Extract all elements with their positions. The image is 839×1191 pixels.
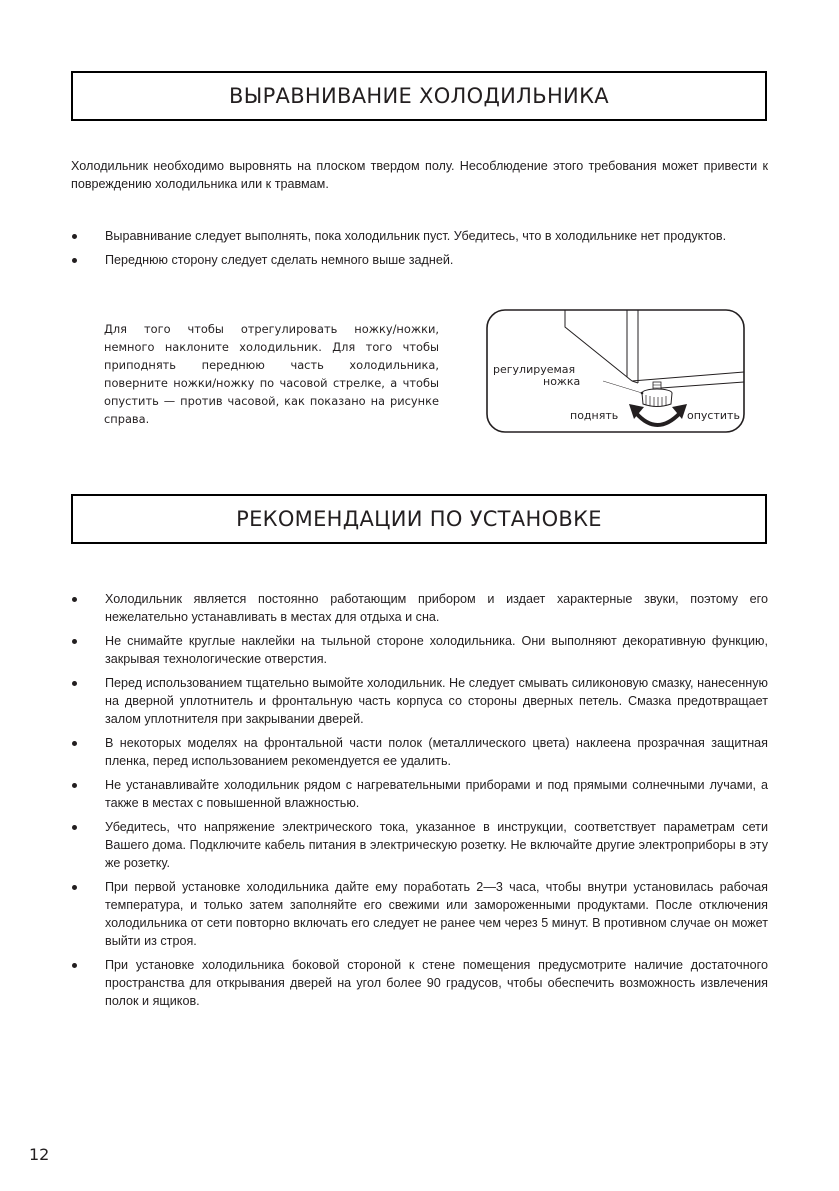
label-adjustable-foot: регулируемая (493, 363, 576, 376)
section-header-leveling (71, 71, 767, 121)
bullet-icon (72, 681, 77, 686)
list-item: При первой установке холодильника дайте ему поработать 2—3 часа, чтобы внутри установилась рабочая температура, и только затем заполняйте его свежими или замороженными продуктами. После отключения холодильника от сети повторно включать его следует не ранее чем через 5 минут. В противном случае он может выйти из строя. (71, 878, 768, 950)
bullet-icon (72, 885, 77, 890)
list-item: Выравнивание следует выполнять, пока холодильник пуст. Убедитесь, что в холодильнике нет продуктов. (71, 227, 768, 245)
bullet-icon (72, 639, 77, 644)
label-adjustable-foot-2: ножка (543, 375, 581, 388)
list-item: Холодильник является постоянно работающим прибором и издает характерные звуки, поэтому его нежелательно устанавливать в местах для отдыха и сна. (71, 590, 768, 626)
section-title-installation: РЕКОМЕНДАЦИИ ПО УСТАНОВКЕ (236, 507, 602, 531)
list-item: Не устанавливайте холодильник рядом с нагревательными приборами и под прямыми солнечными лучами, а также в местах с повышенной влажностью. (71, 776, 768, 812)
list-item: В некоторых моделях на фронтальной части полок (металлического цвета) наклеена прозрачная защитная пленка, перед использованием рекомендуется ее удалить. (71, 734, 768, 770)
bullet-icon (72, 963, 77, 968)
bullet-icon (72, 597, 77, 602)
list-item: Переднюю сторону следует сделать немного выше задней. (71, 251, 768, 269)
list-item: Перед использованием тщательно вымойте холодильник. Не следует смывать силиконовую смазку, нанесенную на дверной уплотнитель и фронтальную часть корпуса со стороны дверных петель. Смазка предотвращает залом уплотнителя при закрывании дверей. (71, 674, 768, 728)
section-title-leveling: ВЫРАВНИВАНИЕ ХОЛОДИЛЬНИКА (229, 84, 609, 108)
leveling-bullet-list (71, 227, 768, 275)
leveling-intro: Холодильник необходимо выровнять на плоском твердом полу. Несоблюдение этого требования может привести к повреждению холодильника или к травмам. (71, 159, 768, 191)
bullet-icon (72, 783, 77, 788)
label-lower: опустить (687, 409, 740, 422)
installation-bullet-list (71, 590, 768, 1016)
page-number: 12 (29, 1145, 50, 1164)
leveling-instruction: Для того чтобы отрегулировать ножку/ножки, немного наклоните холодильник. Для того чтобы приподнять переднюю часть холодильника, поверните ножки/ножку по часовой стрелке, а чтобы опустить — против часовой, как показано на рисунке справа. (104, 322, 439, 426)
label-raise: поднять (570, 409, 619, 422)
bullet-icon (72, 741, 77, 746)
list-item: При установке холодильника боковой стороной к стене помещения предусмотрите наличие достаточного пространства для открывания дверей на угол более 90 градусов, чтобы обеспечить возможность извлечения полок и ящиков. (71, 956, 768, 1010)
list-item: Не снимайте круглые наклейки на тыльной стороне холодильника. Они выполняют декоративную функцию, закрывая технологические отверстия. (71, 632, 768, 668)
bullet-icon (72, 234, 77, 239)
bullet-icon (72, 825, 77, 830)
section-header-installation (71, 494, 767, 544)
list-item: Убедитесь, что напряжение электрического тока, указанное в инструкции, соответствует параметрам сети Вашего дома. Подключите кабель питания в электрическую розетку. Не включайте другие электроприборы в эту же розетку. (71, 818, 768, 872)
bullet-icon (72, 258, 77, 263)
adjustable-foot-diagram (486, 309, 746, 434)
